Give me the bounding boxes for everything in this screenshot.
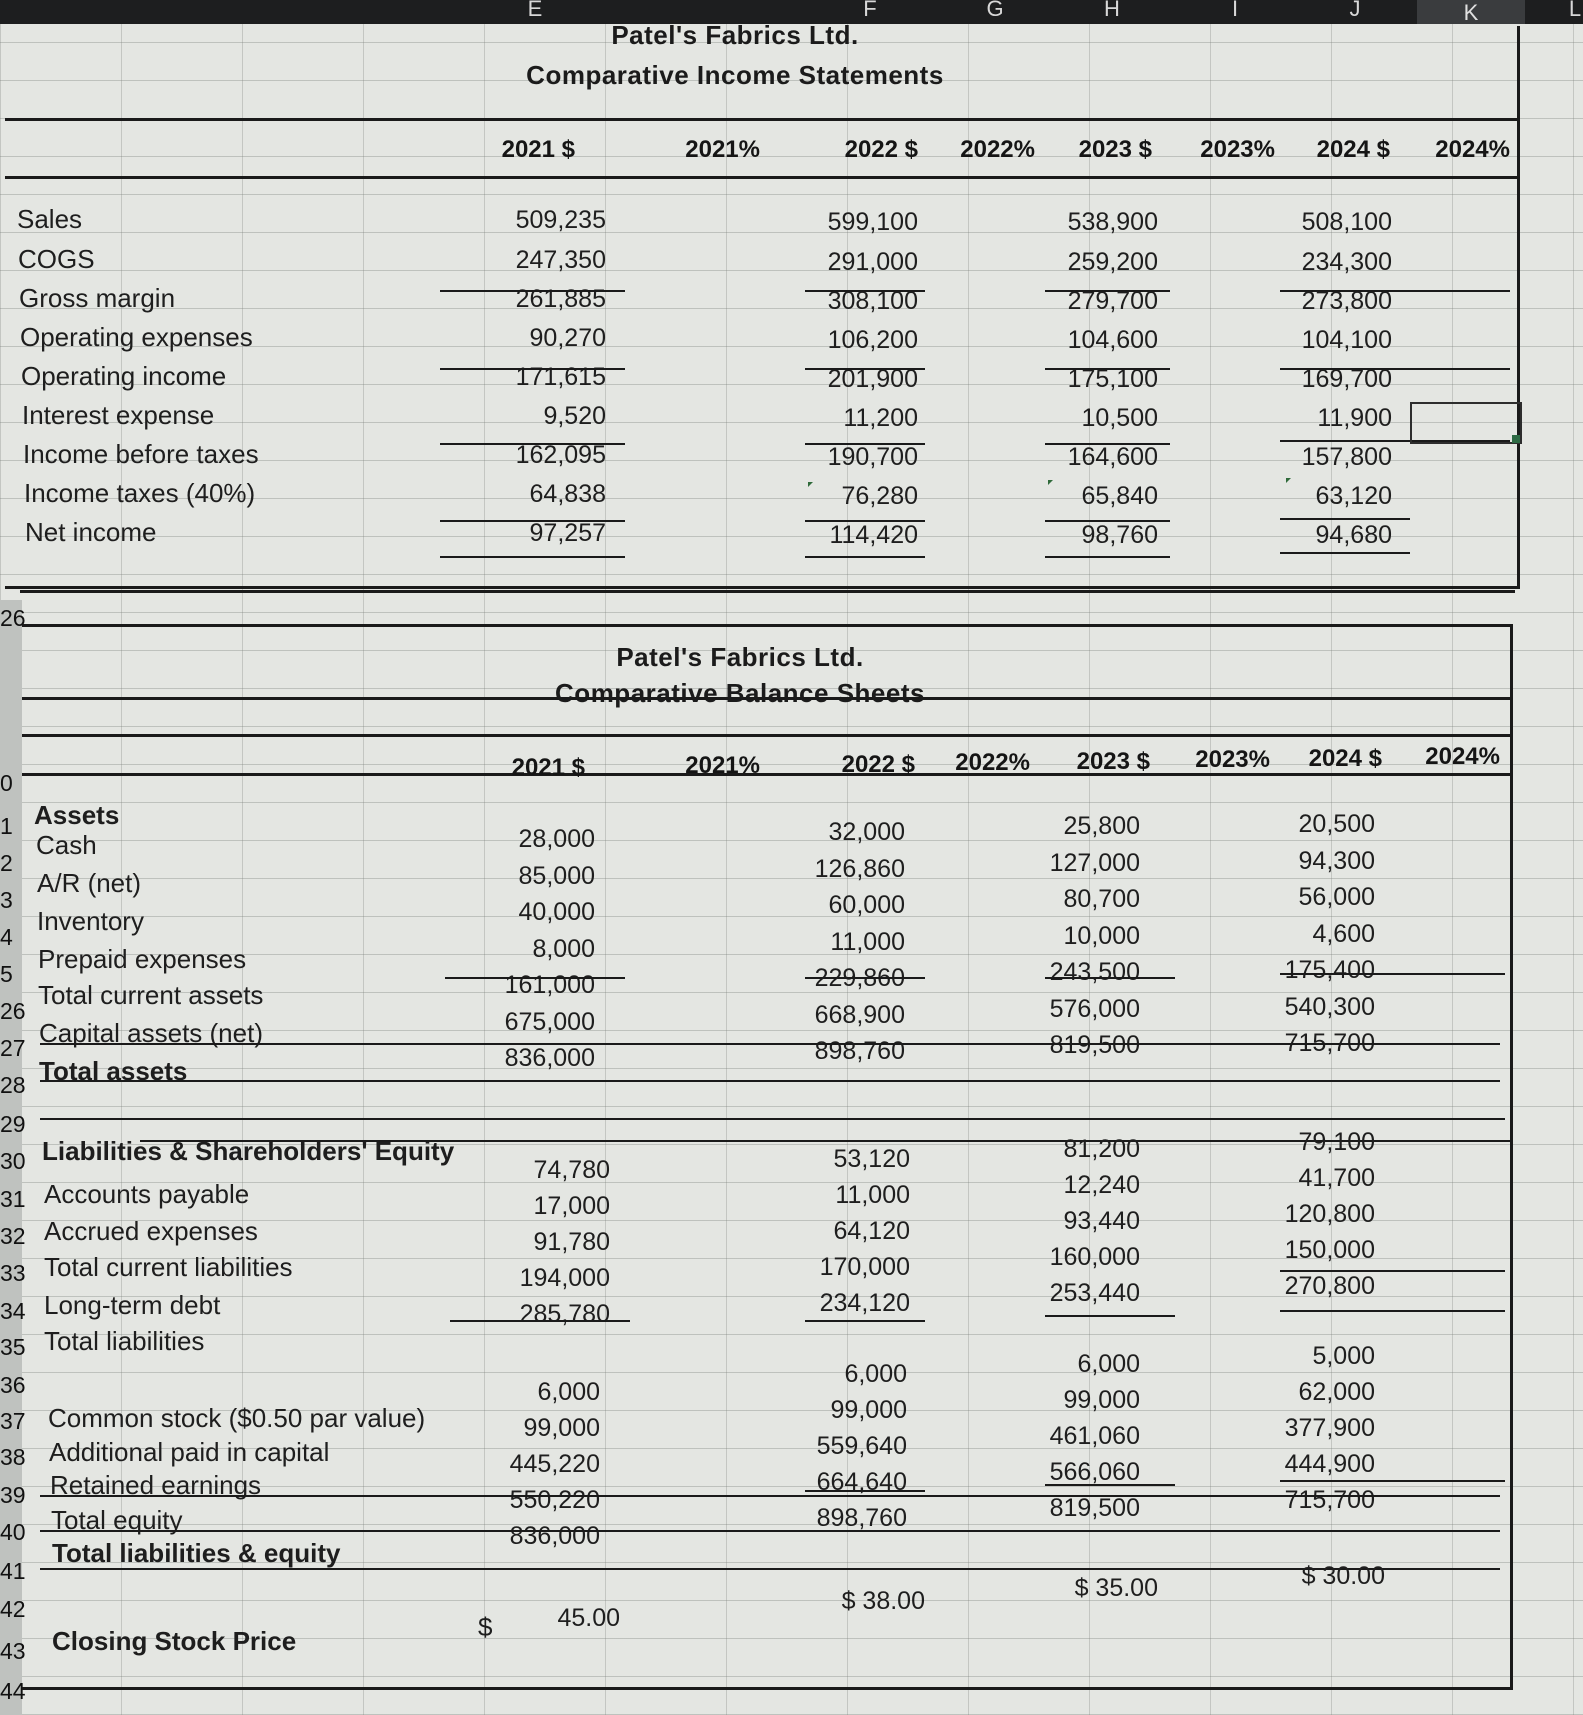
column-header-l[interactable]: L bbox=[1568, 0, 1582, 21]
equity-value-cell[interactable]: 715,700 bbox=[1284, 1486, 1375, 1514]
liability-value-cell[interactable]: 270,800 bbox=[1284, 1272, 1375, 1300]
income-total-rule bbox=[1280, 552, 1410, 554]
row-number[interactable]: 37 bbox=[0, 1408, 26, 1434]
income-total-rule bbox=[1045, 556, 1170, 558]
asset-total-rule bbox=[40, 1080, 1500, 1082]
balance-column-header: 2021% bbox=[685, 752, 760, 779]
row-number[interactable]: 26 bbox=[0, 998, 26, 1024]
liability-value-cell[interactable]: 253,440 bbox=[1049, 1279, 1140, 1307]
income-value-cell[interactable]: 64,838 bbox=[529, 480, 606, 508]
liability-value-cell[interactable]: 93,440 bbox=[1063, 1207, 1140, 1235]
error-indicator-icon bbox=[808, 482, 813, 487]
asset-value-cell[interactable]: 229,860 bbox=[814, 964, 905, 992]
asset-value-cell[interactable]: 28,000 bbox=[518, 825, 595, 853]
income-header-underline bbox=[5, 176, 1520, 179]
asset-value-cell[interactable]: 94,300 bbox=[1298, 846, 1375, 875]
income-column-header: 2024 $ bbox=[1316, 136, 1390, 163]
income-value-cell[interactable]: 11,200 bbox=[843, 404, 918, 432]
equity-value-cell[interactable]: 461,060 bbox=[1049, 1422, 1140, 1450]
liability-value-cell[interactable]: 194,000 bbox=[519, 1264, 610, 1292]
asset-value-cell[interactable]: 898,760 bbox=[814, 1037, 905, 1065]
asset-value-cell[interactable]: 25,800 bbox=[1063, 812, 1140, 840]
asset-value-cell[interactable]: 8,000 bbox=[532, 934, 595, 963]
equity-value-cell[interactable]: 444,900 bbox=[1284, 1450, 1375, 1478]
income-value-cell[interactable]: 106,200 bbox=[827, 326, 918, 354]
income-column-header: 2021% bbox=[685, 136, 760, 163]
equity-value-cell[interactable]: 664,640 bbox=[816, 1468, 907, 1496]
equity-row-label: Additional paid in capital bbox=[49, 1437, 330, 1467]
income-row-label: Net income bbox=[25, 517, 157, 547]
asset-value-cell[interactable]: 127,000 bbox=[1049, 848, 1140, 877]
row-number[interactable]: 34 bbox=[0, 1298, 26, 1324]
balance-column-header: 2022 $ bbox=[841, 751, 915, 778]
balance-column-header: 2024 $ bbox=[1308, 745, 1382, 772]
asset-value-cell[interactable]: 11,000 bbox=[830, 927, 905, 956]
liability-row-label: Total current liabilities bbox=[44, 1252, 293, 1282]
income-value-cell[interactable]: 76,280 bbox=[841, 482, 918, 510]
asset-value-cell[interactable]: 715,700 bbox=[1284, 1029, 1375, 1057]
liability-total-rule bbox=[1280, 1270, 1505, 1272]
equity-total-rule bbox=[1045, 1484, 1175, 1486]
income-value-cell[interactable]: 201,900 bbox=[827, 365, 918, 393]
income-column-header: 2023% bbox=[1200, 136, 1275, 163]
income-total-rule bbox=[1045, 368, 1170, 370]
asset-value-cell[interactable]: 40,000 bbox=[518, 898, 595, 926]
equity-value-cell[interactable]: 99,000 bbox=[1063, 1386, 1140, 1414]
balance-column-header: 2021 $ bbox=[511, 754, 585, 781]
balance-sheet-title: Comparative Balance Sheets bbox=[555, 678, 925, 708]
equity-value-cell[interactable]: 6,000 bbox=[844, 1360, 907, 1388]
liability-value-cell[interactable]: 120,800 bbox=[1284, 1200, 1375, 1228]
equity-value-cell[interactable]: 5,000 bbox=[1312, 1342, 1375, 1370]
asset-total-rule bbox=[1280, 973, 1505, 975]
asset-value-cell[interactable]: 85,000 bbox=[518, 861, 595, 890]
income-total-rule bbox=[1280, 368, 1510, 370]
income-value-cell[interactable]: 94,680 bbox=[1315, 521, 1392, 549]
asset-row-label: Total current assets bbox=[38, 980, 264, 1010]
row-number[interactable]: 4 bbox=[0, 924, 13, 950]
row-number[interactable]: 1 bbox=[0, 813, 13, 839]
asset-value-cell[interactable]: 80,700 bbox=[1063, 885, 1140, 913]
error-indicator-icon bbox=[1048, 480, 1053, 485]
asset-value-cell[interactable]: 161,000 bbox=[504, 971, 595, 999]
column-header-j[interactable]: J bbox=[1349, 0, 1361, 21]
income-value-cell[interactable]: 508,100 bbox=[1301, 208, 1392, 236]
income-row-label: Operating expenses bbox=[20, 322, 253, 352]
equity-total-rule bbox=[40, 1495, 1500, 1497]
liability-value-cell[interactable]: 64,120 bbox=[833, 1217, 910, 1245]
equity-value-cell[interactable]: 6,000 bbox=[1077, 1350, 1140, 1378]
income-total-rule bbox=[805, 290, 925, 292]
asset-value-cell[interactable]: 836,000 bbox=[504, 1044, 595, 1072]
equity-row-label: Total liabilities & equity bbox=[52, 1538, 341, 1568]
liability-total-rule bbox=[450, 1320, 630, 1322]
asset-value-cell[interactable]: 56,000 bbox=[1298, 883, 1375, 911]
income-row-label: Interest expense bbox=[22, 400, 215, 430]
income-total-rule bbox=[440, 443, 625, 445]
income-value-cell[interactable]: 98,760 bbox=[1081, 521, 1158, 549]
income-value-cell[interactable]: 175,100 bbox=[1067, 365, 1158, 393]
liability-value-cell[interactable]: 160,000 bbox=[1049, 1243, 1140, 1271]
income-total-rule bbox=[440, 520, 625, 522]
asset-total-rule bbox=[445, 977, 625, 979]
row-number[interactable]: 40 bbox=[0, 1519, 26, 1545]
asset-value-cell[interactable]: 819,500 bbox=[1049, 1031, 1140, 1059]
row-number[interactable]: 44 bbox=[0, 1678, 26, 1704]
income-total-rule bbox=[805, 556, 925, 558]
balance-header-underline bbox=[22, 773, 1512, 776]
row-number[interactable]: 28 bbox=[0, 1072, 26, 1098]
liability-value-cell[interactable]: 41,700 bbox=[1298, 1164, 1375, 1192]
income-total-rule bbox=[805, 368, 925, 370]
row-number[interactable]: 26 bbox=[0, 605, 26, 631]
equity-value-cell[interactable]: 898,760 bbox=[816, 1504, 907, 1532]
equity-value-cell[interactable]: 445,220 bbox=[509, 1450, 600, 1478]
liability-row-label: Accounts payable bbox=[44, 1179, 250, 1209]
income-value-cell[interactable]: 11,900 bbox=[1317, 404, 1392, 432]
row-number[interactable]: 0 bbox=[0, 770, 13, 796]
income-column-header: 2023 $ bbox=[1078, 136, 1152, 163]
liability-total-rule bbox=[805, 1320, 925, 1322]
asset-row-label: Inventory bbox=[37, 906, 144, 936]
asset-value-cell[interactable]: 576,000 bbox=[1049, 994, 1140, 1023]
income-value-cell[interactable]: 63,120 bbox=[1315, 482, 1392, 510]
balance-column-header: 2022% bbox=[955, 749, 1030, 776]
liability-value-cell[interactable]: 74,780 bbox=[533, 1156, 610, 1184]
row-number[interactable]: 41 bbox=[0, 1558, 26, 1584]
asset-row-label: Total assets bbox=[39, 1056, 188, 1086]
balance-title-underline-2 bbox=[22, 734, 1512, 737]
income-value-cell[interactable]: 104,100 bbox=[1301, 326, 1392, 354]
liability-row-label: Total liabilities bbox=[44, 1326, 205, 1356]
balance-column-header: 2023 $ bbox=[1076, 748, 1150, 775]
income-column-header: 2024% bbox=[1435, 136, 1510, 163]
equity-row-label: Total equity bbox=[51, 1505, 183, 1535]
asset-value-cell[interactable]: 675,000 bbox=[504, 1007, 595, 1036]
income-value-cell[interactable]: 273,800 bbox=[1301, 287, 1392, 315]
row-number[interactable]: 35 bbox=[0, 1334, 26, 1360]
row-number[interactable]: 5 bbox=[0, 961, 13, 987]
equity-value-cell[interactable]: 62,000 bbox=[1298, 1378, 1375, 1406]
stock-price-2024[interactable]: $ 30.00 bbox=[1301, 1562, 1385, 1590]
asset-value-cell[interactable]: 32,000 bbox=[828, 818, 905, 846]
income-value-cell[interactable]: 599,100 bbox=[827, 208, 918, 236]
income-value-cell[interactable]: 9,520 bbox=[543, 402, 606, 430]
row-number[interactable]: 32 bbox=[0, 1223, 26, 1249]
income-value-cell[interactable]: 190,700 bbox=[827, 443, 918, 471]
asset-row-label: Cash bbox=[36, 830, 97, 860]
asset-total-rule bbox=[805, 977, 925, 979]
income-total-rule bbox=[1045, 290, 1170, 292]
income-value-cell[interactable]: 114,420 bbox=[829, 521, 918, 549]
income-value-cell[interactable]: 162,095 bbox=[515, 441, 606, 469]
income-value-cell[interactable]: 261,885 bbox=[515, 285, 606, 313]
income-column-header: 2021 $ bbox=[501, 136, 575, 163]
row-number[interactable]: 39 bbox=[0, 1482, 26, 1508]
income-total-rule bbox=[1045, 520, 1170, 522]
assets-heading: Assets bbox=[34, 800, 120, 830]
income-value-cell[interactable]: 538,900 bbox=[1067, 208, 1158, 236]
error-indicator-icon bbox=[1286, 478, 1291, 483]
income-column-header: 2022 $ bbox=[844, 136, 918, 163]
income-total-rule bbox=[1045, 443, 1170, 445]
liability-value-cell[interactable]: 170,000 bbox=[819, 1253, 910, 1281]
income-total-rule bbox=[440, 368, 625, 370]
liability-row-label: Long-term debt bbox=[44, 1290, 221, 1320]
asset-value-cell[interactable]: 540,300 bbox=[1284, 992, 1375, 1021]
liability-value-cell[interactable]: 11,000 bbox=[835, 1181, 910, 1209]
income-value-cell[interactable]: 247,350 bbox=[515, 246, 606, 274]
equity-value-cell[interactable]: 99,000 bbox=[830, 1396, 907, 1424]
equity-total-rule bbox=[40, 1530, 1500, 1532]
liability-value-cell[interactable]: 285,780 bbox=[519, 1300, 610, 1328]
asset-value-cell[interactable]: 20,500 bbox=[1298, 810, 1375, 838]
balance-column-header: 2024% bbox=[1425, 743, 1500, 770]
equity-value-cell[interactable]: 819,500 bbox=[1049, 1494, 1140, 1522]
income-value-cell[interactable]: 164,600 bbox=[1067, 443, 1158, 471]
equity-row-label: Common stock ($0.50 par value) bbox=[48, 1403, 426, 1433]
equity-row-label: Retained earnings bbox=[50, 1470, 262, 1500]
asset-total-rule bbox=[40, 1118, 1505, 1120]
closing-stock-price-label: Closing Stock Price bbox=[52, 1626, 297, 1656]
asset-row-label: Capital assets (net) bbox=[39, 1018, 263, 1048]
equity-value-cell[interactable]: 559,640 bbox=[816, 1432, 907, 1460]
fill-handle[interactable] bbox=[1512, 435, 1520, 443]
income-row-label: Gross margin bbox=[19, 283, 176, 313]
income-value-cell[interactable]: 65,840 bbox=[1081, 482, 1158, 510]
column-header-i[interactable]: I bbox=[1231, 0, 1239, 21]
equity-total-rule bbox=[1280, 1480, 1505, 1482]
equity-total-rule bbox=[805, 1490, 925, 1492]
selected-cell[interactable] bbox=[1410, 402, 1522, 444]
income-value-cell[interactable]: 279,700 bbox=[1067, 287, 1158, 315]
income-value-cell[interactable]: 171,615 bbox=[515, 363, 606, 391]
liability-value-cell[interactable]: 53,120 bbox=[833, 1145, 910, 1173]
asset-value-cell[interactable]: 243,500 bbox=[1049, 958, 1140, 986]
income-company-title: Patel's Fabrics Ltd. bbox=[611, 20, 859, 50]
row-number[interactable]: 42 bbox=[0, 1596, 26, 1622]
equity-value-cell[interactable]: 566,060 bbox=[1049, 1458, 1140, 1486]
column-header-f[interactable]: F bbox=[863, 0, 877, 21]
income-value-cell[interactable]: 234,300 bbox=[1301, 248, 1392, 276]
equity-value-cell[interactable]: 377,900 bbox=[1284, 1414, 1375, 1442]
column-header-g[interactable]: G bbox=[986, 0, 1004, 21]
income-value-cell[interactable]: 10,500 bbox=[1081, 404, 1158, 432]
liability-value-cell[interactable]: 79,100 bbox=[1298, 1128, 1375, 1156]
liability-value-cell[interactable]: 150,000 bbox=[1284, 1236, 1375, 1264]
income-row-label: Income before taxes bbox=[23, 439, 259, 469]
liability-value-cell[interactable]: 91,780 bbox=[533, 1228, 610, 1256]
income-column-header: 2022% bbox=[960, 136, 1035, 163]
row-number[interactable]: 38 bbox=[0, 1444, 26, 1470]
row-number[interactable]: 27 bbox=[0, 1035, 26, 1061]
liabilities-heading: Liabilities & Shareholders' Equity bbox=[42, 1136, 455, 1166]
income-value-cell[interactable]: 157,800 bbox=[1301, 443, 1392, 471]
row-number[interactable]: 29 bbox=[0, 1111, 26, 1137]
income-total-rule bbox=[1280, 290, 1510, 292]
liability-total-rule bbox=[1045, 1315, 1175, 1317]
equity-value-cell[interactable]: 836,000 bbox=[509, 1522, 600, 1550]
row-number[interactable]: 3 bbox=[0, 887, 13, 913]
income-value-cell[interactable]: 259,200 bbox=[1067, 248, 1158, 276]
balance-column-header: 2023% bbox=[1195, 746, 1270, 773]
income-total-rule bbox=[805, 520, 925, 522]
asset-row-label: A/R (net) bbox=[37, 868, 142, 898]
income-row-label: COGS bbox=[18, 244, 95, 274]
income-bottom-rule bbox=[20, 590, 1515, 593]
income-row-label: Sales bbox=[17, 204, 83, 234]
income-total-rule bbox=[440, 290, 625, 292]
stock-price-2021[interactable]: 45.00 bbox=[557, 1604, 620, 1632]
income-value-cell[interactable]: 90,270 bbox=[529, 324, 606, 352]
row-number[interactable]: 33 bbox=[0, 1260, 26, 1286]
column-header-k[interactable]: K bbox=[1417, 0, 1525, 24]
row-number[interactable]: 31 bbox=[0, 1186, 26, 1212]
balance-company-title: Patel's Fabrics Ltd. bbox=[616, 642, 864, 672]
asset-total-rule bbox=[40, 1043, 1500, 1045]
liability-value-cell[interactable]: 12,240 bbox=[1063, 1171, 1140, 1199]
asset-value-cell[interactable]: 126,860 bbox=[814, 854, 905, 883]
income-value-cell[interactable]: 308,100 bbox=[827, 287, 918, 315]
income-value-cell[interactable]: 509,235 bbox=[515, 206, 606, 234]
equity-value-cell[interactable]: 550,220 bbox=[509, 1486, 600, 1514]
equity-value-cell[interactable]: 6,000 bbox=[537, 1378, 600, 1406]
income-total-rule bbox=[1280, 518, 1410, 520]
income-value-cell[interactable]: 104,600 bbox=[1067, 326, 1158, 354]
row-number[interactable]: 43 bbox=[0, 1638, 26, 1664]
asset-total-rule bbox=[1045, 977, 1175, 979]
column-header-e[interactable]: E bbox=[527, 0, 543, 21]
stock-price-2022[interactable]: $ 38.00 bbox=[841, 1587, 925, 1615]
asset-value-cell[interactable]: 10,000 bbox=[1063, 921, 1140, 950]
asset-value-cell[interactable]: 668,900 bbox=[814, 1000, 905, 1029]
stock-price-2023[interactable]: $ 35.00 bbox=[1074, 1574, 1158, 1602]
income-total-rule bbox=[440, 556, 625, 558]
income-statement-title: Comparative Income Statements bbox=[526, 60, 944, 90]
liability-value-cell[interactable]: 234,120 bbox=[819, 1289, 910, 1317]
row-number[interactable]: 36 bbox=[0, 1372, 26, 1398]
income-title-underline bbox=[5, 118, 1520, 121]
row-number[interactable]: 2 bbox=[0, 850, 13, 876]
liability-value-cell[interactable]: 81,200 bbox=[1063, 1135, 1140, 1163]
liability-value-cell[interactable]: 17,000 bbox=[533, 1192, 610, 1220]
income-value-cell[interactable]: 97,257 bbox=[529, 519, 606, 547]
asset-row-label: Prepaid expenses bbox=[38, 944, 247, 974]
equity-value-cell[interactable]: 99,000 bbox=[523, 1414, 600, 1442]
income-value-cell[interactable]: 291,000 bbox=[827, 248, 918, 276]
liability-total-rule bbox=[1280, 1310, 1505, 1312]
asset-value-cell[interactable]: 4,600 bbox=[1312, 919, 1375, 948]
income-row-label: Operating income bbox=[21, 361, 227, 391]
income-total-rule bbox=[805, 443, 925, 445]
row-number[interactable]: 30 bbox=[0, 1148, 26, 1174]
equity-total-rule bbox=[450, 1530, 630, 1532]
asset-value-cell[interactable]: 175,400 bbox=[1284, 956, 1375, 984]
income-value-cell[interactable]: 169,700 bbox=[1301, 365, 1392, 393]
liability-row-label: Accrued expenses bbox=[44, 1216, 258, 1246]
column-header-h[interactable]: H bbox=[1104, 0, 1120, 21]
asset-value-cell[interactable]: 60,000 bbox=[828, 891, 905, 919]
stock-price-dollar-sign: $ bbox=[478, 1612, 493, 1642]
income-row-label: Income taxes (40%) bbox=[24, 478, 256, 508]
